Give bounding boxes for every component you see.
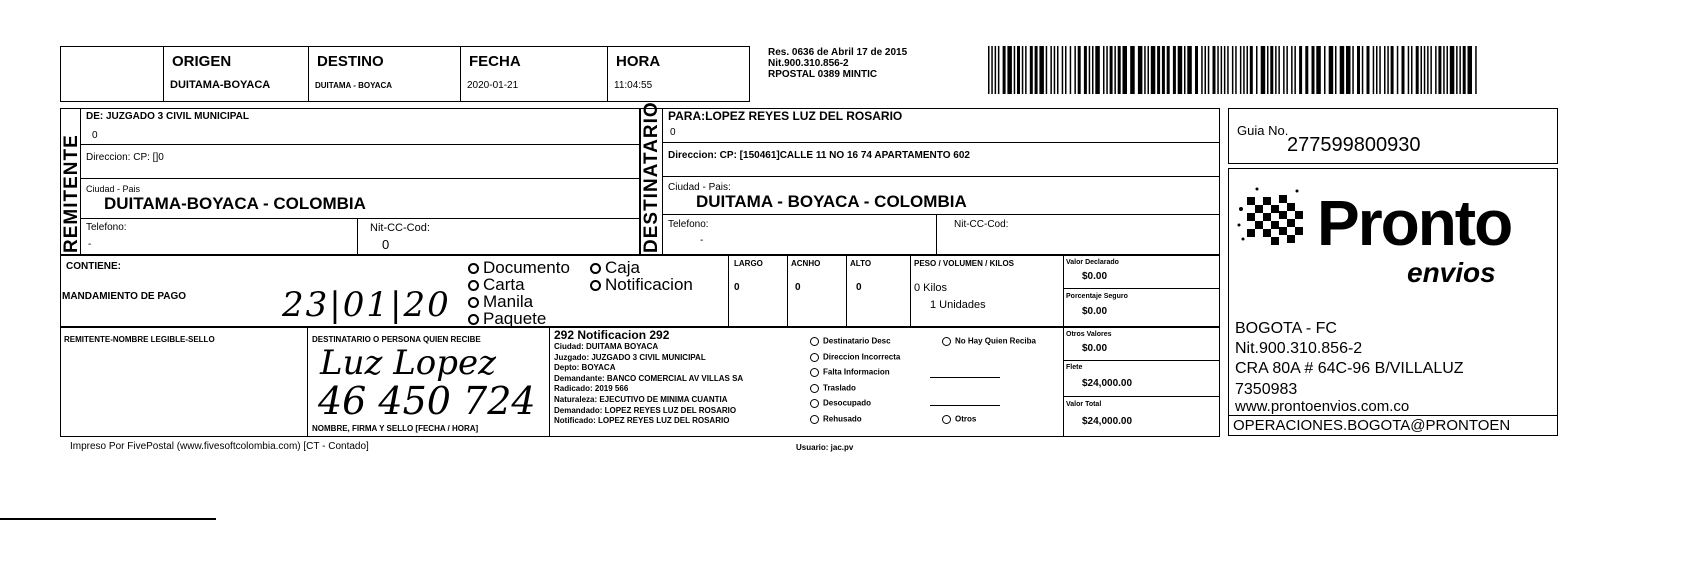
barcode-bar [1178,46,1183,94]
barcode-bar [1054,46,1056,94]
office-email[interactable]: OPERACIONES.BOGOTA@PRONTOEN [1233,417,1511,434]
notif-line: Notificado: LOPEZ REYES LUZ DEL ROSARIO [554,416,730,426]
barcode-bar [1430,46,1432,94]
status-option[interactable] [810,384,856,393]
porcentaje-seguro-label: Porcentaje Seguro [1066,293,1128,300]
barcode-bar [1162,46,1165,94]
origen-label: ORIGEN [172,53,232,70]
alto-value: 0 [856,282,862,293]
office-phone: 7350983 [1235,381,1298,398]
barcode-bar [1227,46,1229,94]
barcode-bar [1427,46,1429,94]
barcode-bar [1379,46,1381,94]
office-address: CRA 80A # 64C-96 B/VILLALUZ [1235,360,1464,377]
remitente-ciudad-value: DUITAMA-BOYACA - COLOMBIA [104,194,366,213]
barcode-bar [1346,46,1351,94]
barcode-bar [1046,46,1048,94]
notif-line: Naturaleza: EJECUTIVO DE MINIMA CUANTIA [554,395,728,404]
barcode-bar [1201,46,1203,94]
destinatario-para-value: 0 [670,127,676,138]
barcode-bar [1250,46,1253,94]
barcode-bar [1167,46,1170,94]
remitente-direccion: Direccion: CP: []0 [86,152,164,163]
status-option[interactable] [810,368,890,377]
barcode-bar [1402,46,1405,94]
remitente-nit-label: Nit-CC-Cod: [370,222,430,234]
option-carta-label: Carta [483,275,525,294]
option-carta[interactable] [468,276,525,293]
radio-icon [468,263,479,274]
barcode-bar [1294,46,1296,94]
barcode-bar [1438,46,1441,94]
barcode-bar [1247,46,1249,94]
guia-number: 277599800930 [1287,134,1421,156]
radio-icon [810,384,819,393]
barcode-bar [1411,46,1413,94]
barcode-bar [1408,46,1410,94]
barcode-bar [1456,46,1458,94]
barcode-bar [1267,46,1269,94]
radio-icon [942,337,951,346]
guia-label: Guia No. [1237,123,1289,138]
barcode-bar [1030,46,1033,94]
barcode-bar [1062,46,1064,94]
barcode-bar [1106,46,1108,94]
option-paquete-label: Paquete [483,309,547,328]
barcode-bar [1340,46,1345,94]
brand-sub: envios [1407,257,1496,288]
radio-icon [942,415,951,424]
radio-icon [468,314,479,325]
barcode-bar [1130,46,1135,94]
barcode-bar [1397,46,1399,94]
barcode-bar [1157,46,1160,94]
status-option-label: Destinatario Desc [823,336,891,346]
barcode-bar [1144,46,1146,94]
barcode-bar [988,46,990,94]
radio-icon [810,353,819,362]
barcode-bar [1173,46,1176,94]
status-option[interactable] [810,337,891,346]
barcode-bar [1184,46,1186,94]
barcode-bar [1270,46,1273,94]
barcode-bar [1103,46,1105,94]
footer-impreso: Impreso Por FivePostal (www.fivesoftcolombia.com) [CT - Contado] [70,441,369,452]
barcode-bar [1312,46,1315,94]
barcode-bar [1003,46,1006,94]
remitente-telefono-label: Telefono: [86,222,127,233]
destinatario-side-label: DESTINATARIO [641,101,662,253]
remitente-de-value: 0 [92,130,98,141]
barcode-bar [1299,46,1302,94]
peso-value-unidades: 1 Unidades [930,299,986,311]
remitente-telefono-value: - [88,239,92,250]
destinatario-para: PARA:LOPEZ REYES LUZ DEL ROSARIO [668,109,903,123]
barcode-bar [1118,46,1121,94]
header-origen-cell [163,46,309,102]
barcode-bar [1224,46,1226,94]
barcode-bar [1335,46,1337,94]
destinatario-ciudad-value: DUITAMA - BOYACA - COLOMBIA [696,192,967,211]
barcode-bar [1256,46,1258,94]
office-web: www.prontoenvios.com.co [1235,398,1410,415]
destinatario-direccion: Direccion: CP: [150461]CALLE 11 NO 16 74 APARTAMENTO 602 [668,150,970,161]
fecha-label: FECHA [469,53,521,70]
radio-icon [590,263,601,274]
peso-value-kilos: 0 Kilos [914,282,948,294]
barcode-bar [1424,46,1426,94]
header-blank-cell [60,46,164,102]
status-option[interactable] [810,399,871,408]
option-notificacion[interactable] [590,276,693,293]
status-option-label: Direccion Incorrecta [823,352,901,362]
notif-title: 292 Notificacion 292 [554,328,670,342]
barcode-bar [1384,46,1386,94]
radio-icon [810,368,819,377]
barcode-bar [1275,46,1277,94]
remitente-nit-value: 0 [382,237,390,252]
brand-panel [1228,168,1558,436]
barcode-bar [1468,46,1473,94]
barcode-bar [1278,46,1280,94]
handwritten-name: Luz Lopez [320,343,497,383]
barcode-bar [1017,46,1020,94]
status-option-label: Traslado [823,383,856,393]
barcode-bar [1148,46,1150,94]
barcode-bar [1014,46,1016,94]
barcode-bar [1213,46,1216,94]
radio-icon [810,337,819,346]
otros-valores-label: Otros Valores [1066,331,1112,338]
status-option-label: Desocupado [823,399,872,408]
radio-icon [468,297,479,308]
status-option-label: Otros [955,414,977,424]
barcode-bar [1291,46,1293,94]
option-caja[interactable] [590,259,640,276]
barcode-bar [1387,46,1389,94]
barcode-bar [1240,46,1242,94]
ancho-label: ACNHO [791,259,821,268]
valor-declarado-label: Valor Declarado [1066,259,1119,266]
barcode-bar [1367,46,1370,94]
barcode-bar [1459,46,1461,94]
barcode-bar [1376,46,1378,94]
valor-total-label: Valor Total [1066,401,1102,408]
barcode-bar [1025,46,1027,94]
destino-label: DESTINO [317,53,384,70]
barcode-bar [1261,46,1266,94]
radio-icon [810,415,819,424]
resolution-line-2: Nit.900.310.856-2 [768,58,849,69]
flete-label: Flete [1066,364,1083,371]
barcode-bar [1391,46,1394,94]
remitente-firma-label: REMITENTE-NOMBRE LEGIBLE-SELLO [64,335,215,344]
option-notificacion-label: Notificacion [605,275,693,294]
destinatario-nit-label: Nit-CC-Cod: [954,219,1009,230]
barcode-bar [1187,46,1192,94]
origen-value: DUITAMA-BOYACA [170,79,271,91]
resolution-line-3: RPOSTAL 0389 MINTIC [768,69,878,80]
barcode-bar [1095,46,1100,94]
hora-value: 11:04:55 [614,80,653,91]
barcode-bar [1114,46,1116,94]
barcode-bar [991,46,993,94]
barcode-bar [1089,46,1091,94]
contents-label: CONTIENE: [66,261,121,272]
barcode-bar [1057,46,1059,94]
ancho-value: 0 [795,282,801,293]
remitente-side-label: REMITENTE [61,134,82,253]
status-option-label: Falta Informacion [823,367,890,377]
option-caja-label: Caja [605,258,640,277]
header-fecha-cell [460,46,608,102]
firma-label: NOMBRE, FIRMA Y SELLO [FECHA / HORA] [312,424,479,433]
barcode-bar [1316,46,1321,94]
barcode-bar [1373,46,1375,94]
barcode-bar [1039,46,1044,94]
barcode-bar [1070,46,1072,94]
notif-line: Demandante: BANCO COMERCIAL AV VILLAS SA [554,373,744,383]
office-nit: Nit.900.310.856-2 [1235,340,1363,357]
barcode-bar [1065,46,1067,94]
barcode-bar [1421,46,1423,94]
option-manila[interactable] [468,293,533,310]
radio-icon [810,399,819,408]
valor-declarado-value: $0.00 [1082,271,1108,282]
remitente-block [60,108,640,255]
destino-value: DUITAMA - BOYACA [315,81,393,90]
barcode-bar [1450,46,1455,94]
brand-name: Pronto [1317,187,1512,259]
notif-line: Radicado: 2019 566 [554,384,629,394]
notif-line: Ciudad: DUITAMA BOYACA [554,342,659,351]
office-city: BOGOTA - FC [1235,320,1337,337]
largo-label: LARGO [734,259,763,268]
barcode-bar [1092,46,1094,94]
footer-usuario: Usuario: jac.pv [796,443,854,452]
barcode-bar [1022,46,1024,94]
barcode-bar [1329,46,1334,94]
remitente-ciudad-label: Ciudad - Pais [86,184,141,194]
barcode-bar [1078,46,1081,94]
remitente-de: DE: JUZGADO 3 CIVIL MUNICIPAL [86,111,249,122]
option-paquete[interactable] [468,310,546,327]
barcode-bar [1138,46,1143,94]
barcode-bar [1243,46,1245,94]
page-rule [0,518,216,520]
barcode-bar [1447,46,1449,94]
barcode-bar [1110,46,1113,94]
handwritten-id: 46 450 724 [318,379,536,423]
barcode-bar [1123,46,1128,94]
barcode-bar [1084,46,1087,94]
barcode-bar [1475,46,1477,94]
status-option[interactable] [810,415,862,424]
recibe-label: DESTINATARIO O PERSONA QUIEN RECIBE [312,335,481,344]
barcode-bar [998,46,1000,94]
flete-value: $24,000.00 [1082,378,1133,389]
barcode-bar [1151,46,1156,94]
barcode-bar [1050,46,1052,94]
barcode-bar [1443,46,1445,94]
radio-icon [468,280,479,291]
guia-box [1228,108,1558,164]
radio-icon [590,280,601,291]
barcode-bar [1235,46,1237,94]
barcode-bar [1305,46,1308,94]
barcode-bar [1217,46,1219,94]
barcode-bar [1352,46,1354,94]
largo-value: 0 [734,282,740,293]
barcode-bar [1035,46,1038,94]
destinatario-telefono-label: Telefono: [668,219,709,230]
barcode-bar [1435,46,1437,94]
barcode [988,46,1480,94]
porcentaje-seguro-value: $0.00 [1082,306,1108,317]
peso-label: PESO / VOLUMEN / KILOS [914,259,1015,268]
option-documento[interactable] [468,259,570,276]
barcode-bar [1357,46,1360,94]
notif-line: Depto: BOYACA [554,363,616,373]
fecha-value: 2020-01-21 [467,80,519,91]
status-option-label: Rehusado [823,414,862,424]
barcode-bar [1416,46,1419,94]
barcode-bar [1074,46,1076,94]
barcode-bar [1205,46,1207,94]
barcode-bar [1463,46,1466,94]
status-option[interactable] [942,415,976,424]
handwritten-date: 23|01|20 [282,285,451,325]
status-option-label: No Hay Quien Reciba [955,336,1036,346]
hora-label: HORA [616,53,661,70]
barcode-bar [1195,46,1198,94]
otros-valores-value: $0.00 [1082,343,1108,354]
status-option[interactable] [942,337,1036,346]
resolution-line-1: Res. 0636 de Abril 17 de 2015 [768,47,908,58]
barcode-bar [1007,46,1012,94]
option-manila-label: Manila [483,292,534,311]
barcode-bar [1324,46,1326,94]
contents-value: MANDAMIENTO DE PAGO [62,291,187,302]
notif-line: Juzgado: JUZGADO 3 CIVIL MUNICIPAL [554,352,706,362]
option-documento-label: Documento [483,258,570,277]
barcode-bar [1208,46,1210,94]
alto-label: ALTO [850,259,872,268]
barcode-bar [1362,46,1364,94]
valor-total-value: $24,000.00 [1082,416,1133,427]
header-destino-cell [308,46,461,102]
barcode-bar [1232,46,1234,94]
barcode-bar [1221,46,1223,94]
barcode-bar [995,46,997,94]
notif-line: Demandado: LOPEZ REYES LUZ DEL ROSARIO [554,405,737,415]
destinatario-telefono-value: - [700,235,704,246]
barcode-bar [1283,46,1285,94]
header-hora-cell [607,46,750,102]
destinatario-ciudad-label: Ciudad - Pais: [668,182,731,193]
barcode-bar [1286,46,1288,94]
status-option[interactable] [810,353,900,362]
